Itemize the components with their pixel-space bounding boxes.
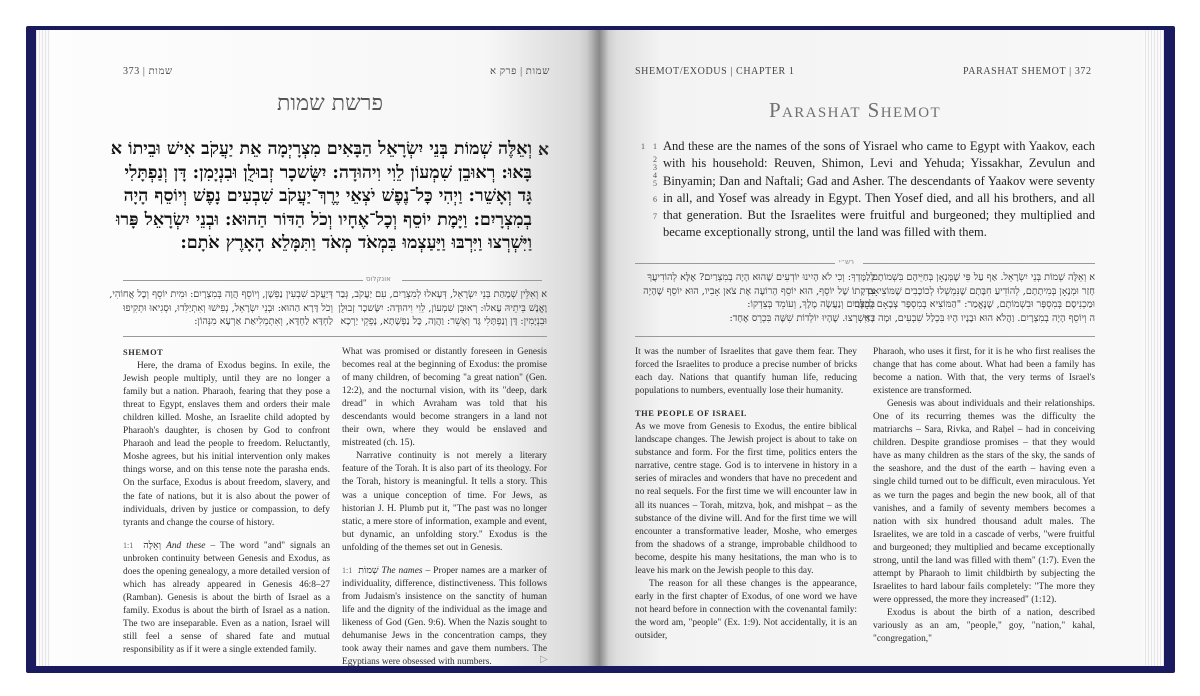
- verse-number: 5: [653, 179, 657, 188]
- rashi-line: לְלַמֶּדְךָ: וְכִי לֹא הָיִינוּ יוֹדְעִים שֶׁהוּא הָיָה בְמִצְרַיִם? אֶלָּא לְהוֹדִיעֲךָ: [647, 272, 875, 283]
- right-page: [595, 30, 1143, 666]
- verse-number: 1: [653, 142, 657, 151]
- rashi-label: רש״י: [839, 258, 854, 266]
- rashi-divider-left: [635, 263, 835, 264]
- verse-number: 3: [653, 163, 657, 172]
- verse-hebrew: וְאֵלֶּה: [143, 539, 162, 551]
- commentary-paragraph: Exodus is about the birth of a nation, described variously as an am, "people," goy, "nation," kahal, "congregation,": [873, 607, 1095, 645]
- targum-line: לַחְדָּא לַחְדָּא, וְאִתְמְלִיאַת אַרְעָא מִנְּהוֹן:: [194, 316, 333, 327]
- left-running-head-page: 373 | שמות: [123, 66, 173, 77]
- hebrew-line: בְמִצְרָיִם: וַיָּמׇת יוֹסֵף וְכׇל־אֶחָיו וְכֹל הַדּוֹר הַהוּא: וּבְנֵי יִשְׂרָאֵל פָּרוּ: [115, 209, 532, 230]
- commentary-paragraph: [123, 539, 330, 657]
- commentary-paragraph: It was the number of Israelites that gave them fear. They forced the Israelites to produce a precise number of bricks each day. Nations that quantify human life, reducing populations to numbers, eventually lose their humanity.: [635, 347, 857, 397]
- targum-line: וּבִנְיָמִין: דָּן וְנַפְתָּלִי גָּד וְאָשֵׁר: וַהֲוָה, כׇּל נַפְשָׁתָא, נָפְקֵי יַרְכָא: [340, 316, 547, 327]
- verse-hebrew: שְׁמוֹת: [358, 564, 379, 576]
- chapter-letter: א: [538, 140, 549, 160]
- rashi-line: בְמִצְרַיִם וְנַעֲשָׂה מֶלֶךְ, וְעוֹמֵד בְּצִדְקוֹ:: [747, 299, 875, 310]
- verse-ref: 1:1: [123, 540, 134, 550]
- rashi-line: א וְאֵלֶּה שְׁמוֹת בְּנֵי יִשְׂרָאֵל. אַף עַל פִּי שֶׁמְּנָאָן בְּחַיֵּיהֶם בִּשְׁמוֹתָם: [871, 272, 1095, 283]
- commentary-divider: [635, 336, 1095, 337]
- hebrew-line: וְאֵלֶּה שְׁמוֹת בְּנֵי יִשְׂרָאֵל הַבָּאִים מִצְרָיְמָה אֵת יַעֲקֹב אִישׁ וּבֵיתוֹ א: [110, 139, 532, 159]
- targum-column-right: [335, 288, 547, 329]
- commentary-column-2: [873, 346, 1095, 646]
- targum-line: וֶאֱנָשׁ בֵּיתֵיהּ עָאלוּ: רְאוּבֵן שִׁמְעוֹן, לֵוִי וִיהוּדָה: יִשָּׂשכָר זְבוּלֻן: [338, 302, 547, 314]
- commentary-column-2: [342, 346, 547, 669]
- commentary-column-1: [635, 346, 857, 643]
- continue-marker: ▷: [540, 654, 548, 665]
- book-spine-shadow: [587, 30, 609, 666]
- commentary-text: – Proper names are a marker of individuality, difference, distinctiveness. This follows from Judaism's insistence on the sanctity of human life and the dignity of the individual as the image and likeness of God (Gen. 9:6). When the Nazis sought to dehumanise Jews in the concentration camps, they took away their names and gave them numbers. The Egyptians were obsessed with numbers.: [342, 565, 547, 668]
- commentary-paragraph: Here, the drama of Exodus begins. In exile, the Jewish people multiply, until they are no longer a family but a nation. Pharaoh, fearing that they pose a threat to Egypt, enslaves them and orders their male children killed. Moshe, an Israelite child adopted by Pharaoh's daughter, is chosen by God to confront Pharaoh and lead the people to freedom. Reluctantly, Moshe agrees, but his initial intervention only makes things worse, and on this tense note the parasha ends. On the surface, Exodus is about freedom, slavery, and the fate of nations, but it is also about the power of individuals, driven by justice or compassion, to defy tyrants and change the course of history.: [123, 361, 330, 528]
- left-page-title: פרשת שמות: [277, 91, 383, 116]
- verse-number: 7: [653, 212, 657, 221]
- rashi-line: צִדְקָתוֹ שֶׁל יוֹסֵף, הוּא יוֹסֵף הָרוֹעֶה אֶת צֹאן אָבִיו, הוּא יוֹסֵף שֶׁהָיָה: [643, 285, 875, 297]
- right-running-head-page: PARASHAT SHEMOT | 372: [963, 66, 1092, 77]
- section-heading: SHEMOT: [123, 348, 164, 357]
- chapter-number: 1: [641, 142, 645, 151]
- commentary-paragraph: Pharaoh, who uses it first, for it is he who first realises the change that has come about. What had been a family has become a nation. With that, the very terms of Israel's existence are transformed.: [873, 347, 1095, 397]
- rashi-column-right: [854, 271, 1095, 325]
- hebrew-line: בָּאוּ: רְאוּבֵן שִׁמְעוֹן לֵוִי וִיהוּדָה: יִשָּׂשכָר זְבוּלֻן וּבִנְיָמִן: דָּן וְנַפְתָּלִי: [124, 162, 532, 183]
- commentary-divider: [123, 336, 547, 337]
- verse-number: 4: [653, 171, 657, 180]
- commentary-text: – The word "and" signals an unbroken continuity between Genesis and Exodus, as does the opening genealogy, a more detailed version of which has already appeared in Genesis 46:8–27 (Ramban). Genesis is about the birth of Israel as a family. Exodus is about the birth of Israel as a nation. The two are inseparable. Even as a nation, Israel will still feel a sense of shared fate and mutual responsibility as if it were a single extended family.: [123, 540, 331, 656]
- rashi-line: וּמַכְנִיסָם בְּמִסְפָּר וּבִשְׁמוֹתָם, שֶׁנֶּאֱמַר: "הַמּוֹצִיא בְמִסְפָּר צְבָאָם לְכֻלָּם: [854, 299, 1095, 310]
- commentary-column-1: [123, 346, 330, 657]
- targum-column-left: [109, 288, 333, 329]
- right-page-edges: [1142, 30, 1164, 666]
- verse-lead: The names: [381, 565, 423, 576]
- commentary-paragraph: Genesis was about individuals and their relationships. One of its recurring themes was the difficulty the matriarchs – Sara, Rivka, and Raḥel – had in conceiving children. Despite grandiose promises – that they would have as many children as the stars of the sky, the sands of the seashore, and the dust of the earth – having even a single child turned out to be difficult, even miraculous. Yet as we turn the pages and begin the new book, all of that vanishes, and a family of seventy members becomes a nation with six hundred thousand adult males. The Israelites, we are told in a cascade of verbs, "were fruitful and burgeoned; they multiplied and became exceptionally strong, until the land was filled with them" (1:7). Even the attempt by Pharaoh to limit childbirth by subjecting the Israelites to hard labour fails completely: "The more they were oppressed, the more they increased" (1:12).: [873, 399, 1095, 605]
- targum-line: וְכֹל דָּרָא הַהוּא: וּבְנֵי יִשְׂרָאֵל, נְפִישׁוּ וְאִתְיַלִּדוּ, וּסְגִיאוּ וּתְקִיפוּ: [123, 302, 333, 314]
- targum-divider-left: [123, 280, 363, 281]
- right-page-title: Parashat Shemot: [768, 98, 942, 122]
- hebrew-line: וַיִּשְׁרְצוּ וַיִּרְבּוּ וַיַּעַצְמוּ בִּמְאֹד מְאֹד וַתִּמָּלֵא הָאָרֶץ אֹתָם:: [180, 233, 532, 253]
- rashi-column-left: [635, 271, 875, 325]
- targum-label: אונקלוס: [366, 275, 391, 283]
- rashi-line: ה וְיוֹסֵף הָיָה בְמִצְרָיִם. וַהֲלֹא הוּא וּבָנָיו הָיוּ בִּכְלַל שִׁבְעִים, וּמָה בָּא: [864, 312, 1095, 324]
- commentary-paragraph: [342, 564, 547, 669]
- targum-line: דְּיַעֲקֹב שִׁבְעִין נַפְשָׁן, וְיוֹסֵף הֲוָה בְּמִצְרָיִם: וּמִית יוֹסֵף וְכׇל אֲחוֹהִי,: [109, 289, 333, 300]
- hebrew-text-block: [110, 138, 532, 256]
- verse-ref: 1:1: [342, 565, 353, 575]
- section-heading: THE PEOPLE OF ISRAEL: [635, 409, 747, 419]
- rashi-divider-right: [863, 263, 1095, 264]
- targum-divider-right: [402, 280, 542, 281]
- english-translation: And these are the names of the sons of Yisrael who came to Egypt with Yaakov, each with his household: Reuven, Shimon, Levi and Yehuda; Yissakhar, Zevulun and Binyamin; Dan and Naftali; Gad and Asher. The descendants of Yaakov were seventy in all, and Yosef was already in Egypt. Then Yosef died, and all his brothers, and all that generation. But the Israelites were fruitful and burgeoned; they multiplied and became exceptionally strong, until the land was filled with them.: [663, 139, 1095, 240]
- verse-number: 6: [653, 195, 657, 204]
- commentary-paragraph: What was promised or distantly foreseen in Genesis becomes real at the beginning of Exodus: the promise of many children, of becoming "a great nation" (Gen. 12:2), and the nocturnal vision, with its "deep, dark dread" in which Avraham was told that his descendants would become strangers in a land not their own, where they would be enslaved and mistreated (ch. 15).: [342, 347, 547, 449]
- targum-line: א וְאִלֵּין שְׁמָהַת בְּנֵי יִשְׂרָאֵל, דְּעָאלוּ לְמִצְרַיִם, עִם יַעֲקֹב, גְּבַר: [335, 289, 547, 300]
- left-page: [50, 30, 595, 666]
- left-running-head-chapter: שמות | פרק א: [490, 66, 550, 77]
- commentary-paragraph: The reason for all these changes is the appearance, early in the first chapter of Exodus, of one word we have not heard before in connection with the covenantal family: the word am, "people" (Ex. 1:9). Not accidentally, it is an outsider,: [635, 578, 857, 641]
- rashi-line: ז וַיִּשְׁרְצוּ. שֶׁהָיוּ יוֹלְדוֹת שִׁשָּׁה בִּכְרֵס אֶחָד:: [729, 312, 875, 324]
- verse-number: 2: [653, 155, 657, 164]
- left-page-edges: [36, 30, 50, 666]
- commentary-paragraph: As we move from Genesis to Exodus, the entire biblical landscape changes. The Jewish project is about to take on substance and form. For the first time, politics enters the narrative, centre stage. God is to intervene in history in a series of miracles and wonders that have no precedent and no real sequels. For the first time we will encounter law in all its nuances – Torah, mitzva, ḥok, and mishpat – as the substance of the divine will. And for the first time we will encounter a transformative leader, Moshe, who emerges from the shadows of a strange, improbable childhood to become, despite his many hesitations, the man who is to leave his mark on the Jewish people to this day.: [635, 422, 857, 576]
- commentary-paragraph: Narrative continuity is not merely a literary feature of the Torah. It is also part of its theology. For the Torah, history is meaningful. It tells a story. This was a unique conception of time. For Jews, as historian J. H. Plumb put it, "The past was no longer static, a mere store of information, example and event, but dynamic, an unfolding story." Exodus is the unfolding of the themes set out in Genesis.: [342, 451, 547, 553]
- rashi-line: חָזַר וּמְנָאָן בְּמִיתָתָם, לְהוֹדִיעַ חִבָּתָם שֶׁנִּמְשְׁלוּ לְכוֹכָבִים שֶׁמּוֹצִיאָם: [867, 285, 1095, 297]
- verse-lead: And these: [166, 540, 206, 551]
- right-running-head-book: SHEMOT/EXODUS | CHAPTER 1: [635, 66, 795, 77]
- hebrew-line: גָּד וְאָשֵׁר: וַיְהִי כׇּל־נֶפֶשׁ יֹצְאֵי יֶרֶךְ־יַעֲקֹב שִׁבְעִים נָפֶשׁ וְיוֹסֵף הָיָה: [123, 186, 532, 206]
